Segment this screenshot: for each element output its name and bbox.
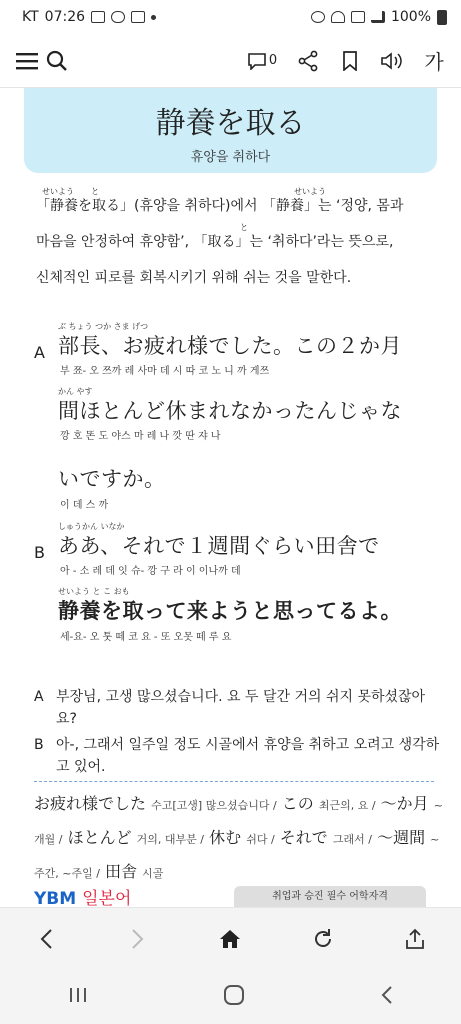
speaker-b: B <box>34 543 45 562</box>
vocab-meaning: 거의, 대부분 / <box>136 833 204 846</box>
article-content <box>0 88 461 907</box>
font-size-button[interactable]: 가 <box>424 50 444 74</box>
dialog-b-furigana-1: しゅうかん いなか <box>58 522 125 531</box>
dialog-b-furigana-2: せいよう と こ おも <box>58 587 130 596</box>
speaker-icon[interactable] <box>377 46 407 76</box>
dialog-b-line-2: 静養を取って来ようと思ってるよ。 <box>58 599 402 623</box>
search-icon[interactable] <box>42 46 72 76</box>
explanation-line-1-wrap <box>36 188 436 224</box>
bookmark-icon[interactable] <box>335 46 365 76</box>
dialog-a-furigana-1: ぶ ちょう つか さま げつ <box>58 322 149 331</box>
share-page-icon[interactable] <box>395 919 435 959</box>
vocab-term: この <box>281 794 314 813</box>
vocab-term: 田舎 <box>105 862 138 881</box>
dialog-a-line-1: 部長、お疲れ様でした。この２か月 <box>58 334 402 358</box>
speaker-a: A <box>34 343 45 362</box>
hd-icon <box>351 11 365 23</box>
notification-dot-icon <box>151 15 156 20</box>
translation-block <box>34 686 444 778</box>
forward-icon[interactable] <box>118 919 158 959</box>
carrier-label: KT <box>22 9 39 25</box>
vocab-meaning: 그래서 / <box>332 833 372 846</box>
vocab-term: お疲れ様でした <box>34 794 147 813</box>
vocab-term: ～か月 <box>380 794 429 813</box>
back-icon[interactable] <box>26 919 66 959</box>
refresh-icon[interactable] <box>303 919 343 959</box>
ruby-to-2: と <box>240 223 248 232</box>
vocab-meaning: ~주간, ~주일 / <box>34 833 440 880</box>
vocab-meaning: 쉬다 / <box>246 833 275 846</box>
home-button-icon[interactable] <box>223 984 245 1010</box>
dialog-a-pron-2: 깡 호 똔 도 야스 마 레 나 깟 딴 쟈 나 <box>60 431 221 442</box>
vocab-meaning: 시골 <box>142 867 164 880</box>
dialog-b-line-1: ああ、それで１週間ぐらい田舎で <box>58 534 380 558</box>
clock: 07:26 <box>44 9 86 25</box>
explanation-line-1: 「静養を取る」(휴양을 취하다)에서 「静養」는 ‘정양, 몸과 <box>36 198 404 214</box>
dialog-b <box>34 520 444 660</box>
battery-icon <box>437 10 447 25</box>
comment-icon <box>247 52 267 70</box>
dialog-a <box>34 316 444 516</box>
dashed-divider <box>34 781 434 782</box>
vocab-meaning: 수고[고생] 많으셨습니다 / <box>151 799 277 812</box>
dialog-a-pron-1: 부 쬬- 오 쯔까 레 사마 데 시 따 코 노 니 까 게쯔 <box>60 366 270 377</box>
signal-icon <box>371 11 385 23</box>
explanation-line-2-wrap <box>36 224 436 260</box>
vocab-meaning: ~개월 / <box>34 799 443 846</box>
comment-button[interactable] <box>243 46 281 76</box>
ruby-seiyou-1: せいよう <box>42 187 74 196</box>
translation-a-text: 부장님, 고생 많으셨습니다. 요 두 달간 거의 쉬지 못하셨잖아요? <box>56 689 426 727</box>
dialog-b-pron-2: 세-요- 오 툿 떼 코 요 - 또 오못 떼 루 요 <box>60 632 232 643</box>
vocab-term: 休む <box>209 828 242 847</box>
vocabulary-list <box>34 788 444 890</box>
vocab-term: ～週間 <box>377 828 426 847</box>
vocab-meaning: 최근의, 요 / <box>318 799 376 812</box>
browser-nav-bar <box>0 907 461 969</box>
menu-icon[interactable] <box>12 46 42 76</box>
comment-count: 0 <box>268 53 278 68</box>
system-nav-bar <box>0 969 461 1024</box>
home-icon[interactable] <box>210 919 250 959</box>
recent-apps-icon[interactable] <box>68 986 88 1008</box>
ad-banner[interactable]: 취업과 승진 필수 어학자격 <box>234 886 426 907</box>
reader-toolbar <box>0 34 461 88</box>
ruby-seiyou-2: せいよう <box>294 187 326 196</box>
ybm-logo: YBM 일본어 <box>34 889 132 907</box>
explanation-line-2: 마음을 안정하여 휴양함’, 「取る」는 ‘취하다’라는 뜻으로, <box>36 234 394 250</box>
ruby-to-1: と <box>91 187 99 196</box>
wifi-icon <box>331 11 345 23</box>
translation-a <box>34 686 444 730</box>
alarm-icon <box>311 11 325 23</box>
system-back-icon[interactable] <box>380 985 394 1009</box>
share-icon[interactable] <box>293 46 323 76</box>
battery-label: 100% <box>390 9 431 25</box>
translation-b-text: 아-, 그래서 일주일 정도 시골에서 휴양을 취하고 오려고 생각하고 있어. <box>56 737 440 775</box>
dialog-a-pron-3: 이 데 스 까 <box>60 500 109 511</box>
title-box <box>24 88 437 173</box>
translation-b-speaker: B <box>34 737 44 753</box>
vocab-term: ほとんど <box>67 828 132 847</box>
translation-a-speaker: A <box>34 689 44 705</box>
dialog-a-line-2: 間ほとんど休まれなかったんじゃな <box>58 399 402 423</box>
status-bar <box>0 0 461 34</box>
explanation-line-3: 신체적인 피로를 회복시키기 위해 쉬는 것을 말한다. <box>36 270 352 286</box>
page-title: 静養を取る <box>155 106 306 141</box>
dialog-a-line-3: いですか。 <box>58 467 166 491</box>
translation-b <box>34 734 444 778</box>
kt-app-icon <box>131 11 145 23</box>
dialog-a-furigana-2: かん やす <box>58 387 93 396</box>
dialog-b-pron-1: 아 - 소 레 데 잇 슈- 깡 구 라 이 이나까 데 <box>60 566 241 577</box>
gallery-icon <box>91 11 105 23</box>
page-subtitle: 휴양을 취하다 <box>190 150 271 165</box>
cloud-icon <box>111 11 125 23</box>
vocab-term: それで <box>279 828 328 847</box>
explanation-paragraph <box>36 188 436 296</box>
